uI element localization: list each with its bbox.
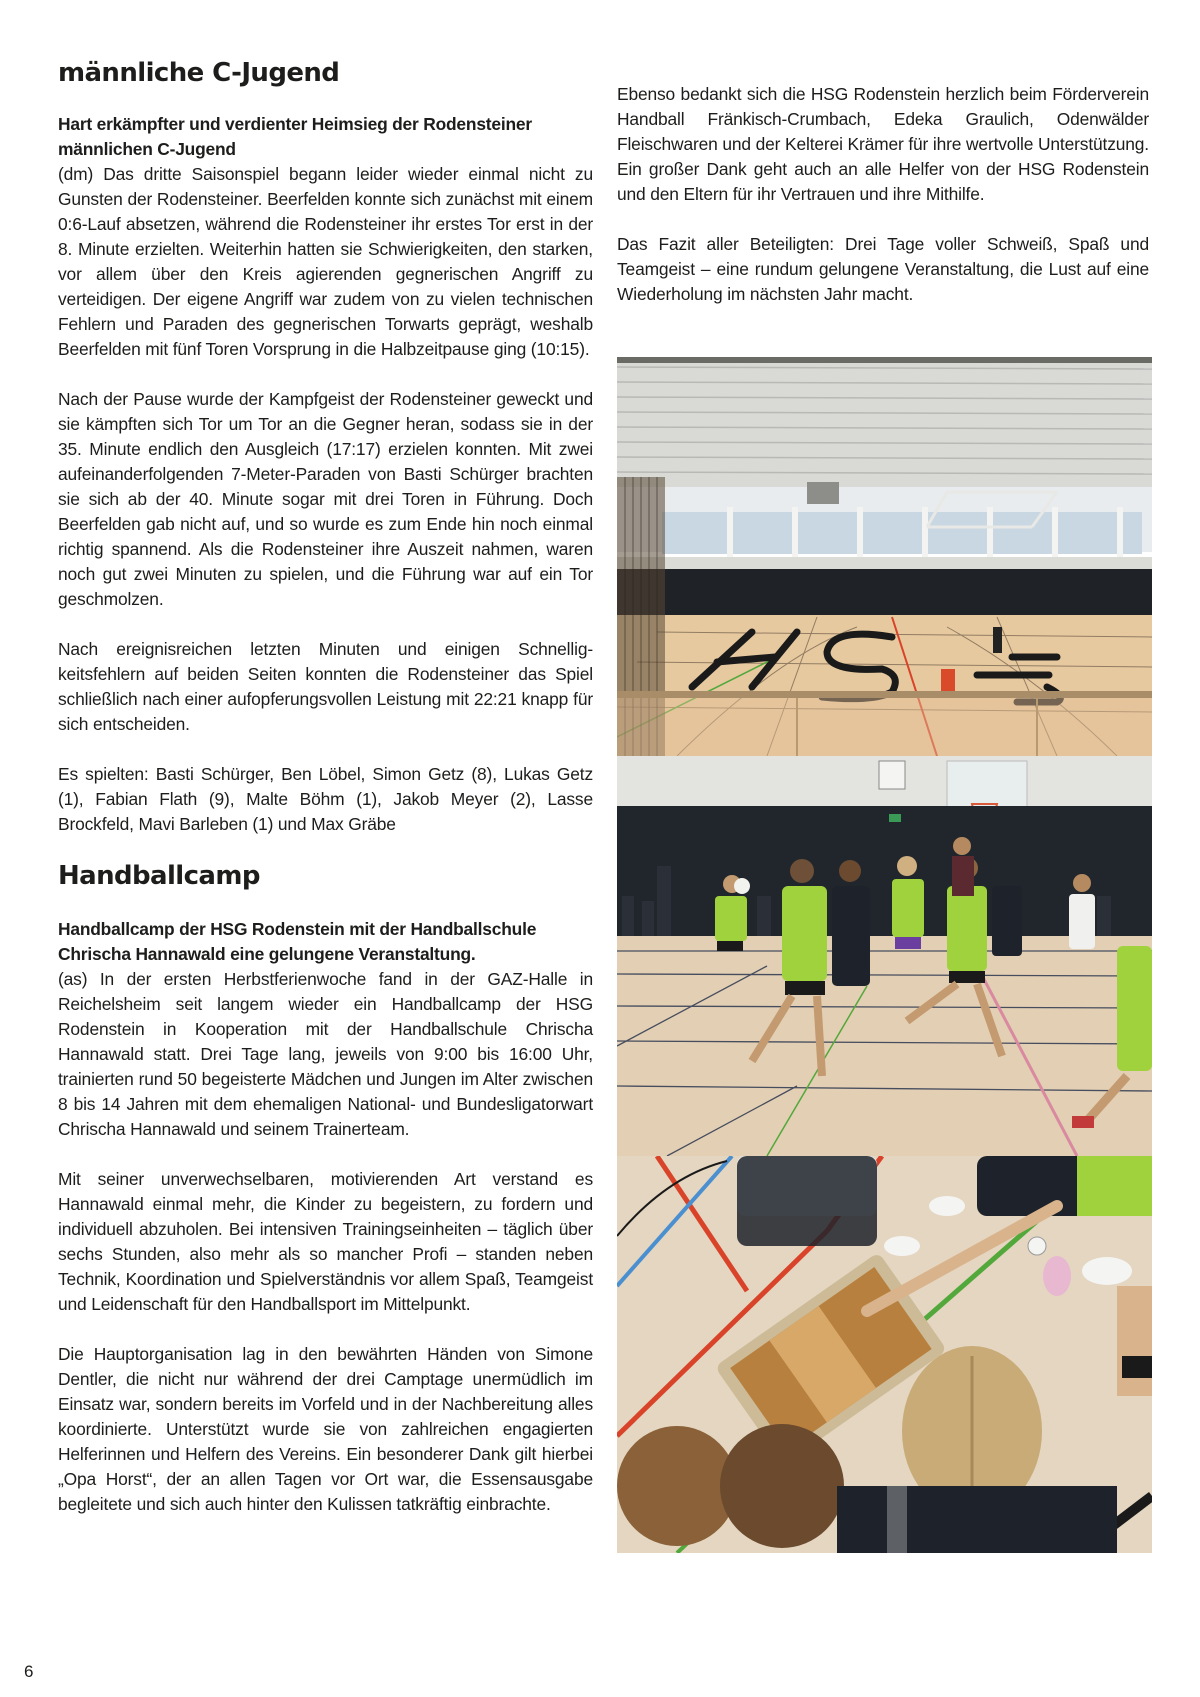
article-paragraph: Die Hauptorganisation lag in den bewährten Händen von Simone Dentler, die nicht nur während der drei Camptage unermüdlich im Einsatz war, sondern bereits im Vorfeld und in der Nachbereitung alles koordinierte. Unterstützt wurde sie von zahlreichen engagierten Helferinnen und Helfern des Vereins. Ein besonderer Dank gilt hierbei „Opa Horst“, der an allen Tagen vor Ort war, die Essensausgabe begleitete und sich auch hinter den Kulissen tatkräftig einbrachte. [58, 1344, 593, 1514]
article-paragraph: Ebenso bedankt sich die HSG Rodenstein herzlich beim Förderverein Handball Fränkisch-Crumbach, Edeka Graulich, Odenwälder Fleischwaren und der Kelterei Krämer für ihre wertvolle Unterstützung. Ein großer Dank geht auch an alle Helfer von der HSG Rodenstein und den Eltern für ihr Vertrauen und ihre Mithilfe. [617, 84, 1149, 204]
section-heading-handballcamp: Handballcamp [58, 861, 260, 891]
hsg-formation-photo [617, 357, 1152, 756]
article-paragraph: (as) In der ersten Herbstferienwoche fand in der GAZ-Halle in Reichelsheim seit langem wieder ein Handballcamp der HSG Rodenstein in Kooperation mit der Handballschule Chrischa Hannawald statt. Drei Tage lang, jeweils von 9:00 bis 16:00 Uhr, trainierten rund 50 begeisterte Mädchen und Jungen im Alter zwischen 8 bis 14 Jahren mit dem ehemaligen National- und Bundesligatorwart Chrischa Hannawald und seinem Trainerteam. [58, 969, 593, 1139]
article-subheading-handballcamp: Handballcamp der HSG Rodenstein mit der Handballschule Chrischa Hannawald eine gelungene Veranstaltung. [58, 919, 537, 964]
article-paragraph: Das Fazit aller Beteiligten: Drei Tage voller Schweiß, Spaß und Teamgeist – eine rundum gelungene Veranstaltung, die Lust auf eine Wiederholung im nächsten Jahr macht. [617, 234, 1149, 304]
right-column [617, 82, 1149, 307]
player-list: Es spielten: Basti Schürger, Ben Löbel, Simon Getz (8), Lukas Getz (1), Fabian Flath (9), Malte Böhm (1), Jakob Meyer (2), Lasse Brockfeld, Mavi Barleben (1) und Max Gräbe [58, 764, 593, 834]
left-column [58, 56, 593, 1517]
article-paragraph: Nach der Pause wurde der Kampfgeist der Rodensteiner geweckt und sie kämpften sich Tor um Tor an die Gegner heran, sodass sie in der 35. Minute endlich den Ausgleich (17:17) erzielen konnten. Mit zwei aufeinanderfolgenden 7-Meter-Paraden von Basti Schürger brachten sie sich ab der 40. Minute sogar mit drei Toren in Führung. Doch Beerfelden gab nicht auf, und so wurde es zum Ende hin noch einmal richtig spannend. Als die Rodensteiner ihre Auszeit nahmen, waren noch gut zwei Minuten zu spielen, und die Führung war auf ein Tor geschmolzen. [58, 389, 593, 609]
article-paragraph: (dm) Das dritte Saisonspiel begann leider wieder einmal nicht zu Gunsten der Rodensteiner. Beerfelden konnte sich zunächst mit einem 0:6-Lauf absetzen, während die Rodensteiner ihr erstes Tor erst in der 8. Minute erzielten. Weiterhin hatten sie Schwierigkeiten, den starken, vor allem über den Kreis agierenden gegnerischen Angriff zu verteidigen. Der eigene Angriff war zudem von zu vielen technischen Fehlern und Paraden des gegnerischen Torwarts geprägt, weshalb Beerfelden mit fünf Toren Vorsprung in die Halbzeitpause ging (10:15). [58, 164, 593, 359]
section-heading-c-jugend: männliche C-Jugend [58, 58, 340, 88]
article-paragraph: Mit seiner unverwechselbaren, motivierenden Art verstand es Hannawald einmal mehr, die Kinder zu begeistern, zu fordern und individuell abzuholen. Bei intensiven Trainingseinheiten – täglich über sechs Stunden, also mehr als so mancher Profi – standen neben Technik, Koordination und Spielverständnis vor allem Spaß, Teamgeist und Leidenschaft für den Handballsport im Mittelpunkt. [58, 1169, 593, 1314]
article-subheading-c-jugend: Hart erkämpfter und verdienter Heimsieg der Rodensteiner männlichen C-Jugend [58, 114, 532, 159]
training-game-photo [617, 756, 1152, 1156]
article-paragraph: Nach ereignisreichen letzten Minuten und einigen Schnellig-keitsfehlern auf beiden Seiten konnten die Rodensteiner das Spiel schließlich nach einer aufopferungsvollen Leistung mit 22:21 knapp für sich entscheiden. [58, 639, 593, 734]
page-number: 6 [24, 1662, 34, 1681]
tactic-board-photo [617, 1156, 1152, 1553]
